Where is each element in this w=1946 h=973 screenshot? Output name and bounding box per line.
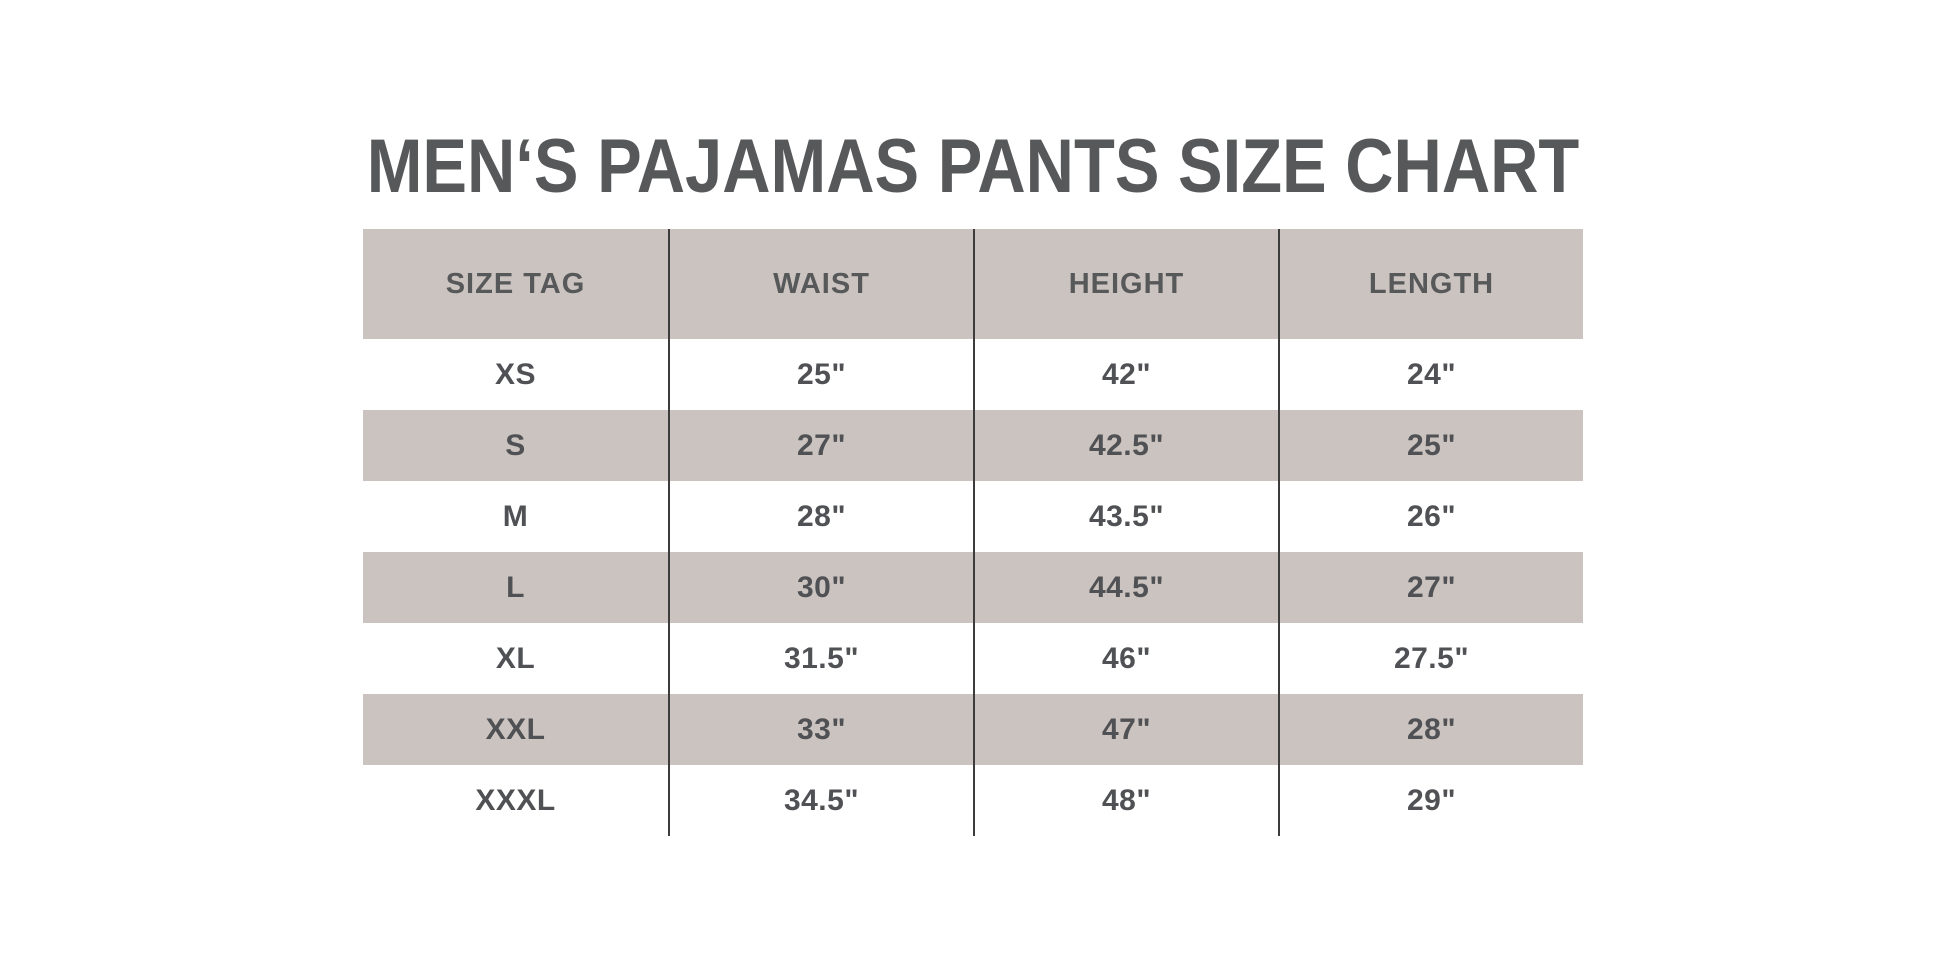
table-header-cell-waist: WAIST: [668, 229, 973, 339]
table-cell-height: 44.5": [973, 552, 1278, 623]
table-cell-height: 42": [973, 339, 1278, 410]
table-cell-waist: 25": [668, 339, 973, 410]
table-cell-length: 27": [1278, 552, 1583, 623]
table-cell-waist: 28": [668, 481, 973, 552]
table-cell-length: 26": [1278, 481, 1583, 552]
table-cell-size: XS: [494, 357, 537, 391]
table-cell-length: 27.5": [1278, 623, 1583, 694]
table-cell-height: 42.5": [973, 410, 1278, 481]
size-chart-table: [363, 229, 1583, 836]
table-cell-length: 29": [1278, 765, 1583, 836]
table-row: [363, 481, 1583, 552]
table-cell-size: XXL: [485, 712, 546, 746]
table-cell-height: 48": [973, 765, 1278, 836]
table-cell-length: 25": [1278, 410, 1583, 481]
table-row: [363, 623, 1583, 694]
table-row: [363, 765, 1583, 836]
table-cell-waist: 27": [668, 410, 973, 481]
table-cell-size: XXXL: [475, 783, 556, 817]
table-cell-size: L: [506, 570, 525, 604]
table-cell-height: 46": [973, 623, 1278, 694]
table-body: [363, 339, 1583, 836]
table-cell-waist: 31.5": [668, 623, 973, 694]
table-row: [363, 339, 1583, 410]
table-header-row: [363, 229, 1583, 339]
page-title: MEN‘S PAJAMAS PANTS SIZE CHART: [366, 123, 1580, 209]
table-cell-waist: 34.5": [668, 765, 973, 836]
table-cell-waist: 33": [668, 694, 973, 765]
table-cell-height: 47": [973, 694, 1278, 765]
table-row: [363, 410, 1583, 481]
table-header-cell-size-tag: SIZE TAG: [445, 267, 586, 300]
table-cell-size: XL: [495, 641, 536, 675]
table-cell-waist: 30": [668, 552, 973, 623]
table-row: [363, 552, 1583, 623]
table-row: [363, 694, 1583, 765]
table-cell-length: 24": [1278, 339, 1583, 410]
table-header-cell-height: HEIGHT: [973, 229, 1278, 339]
table-cell-size: S: [505, 428, 526, 462]
table-cell-height: 43.5": [973, 481, 1278, 552]
table-cell-length: 28": [1278, 694, 1583, 765]
table-header-cell-length: LENGTH: [1278, 229, 1583, 339]
table-cell-size: M: [502, 499, 529, 533]
